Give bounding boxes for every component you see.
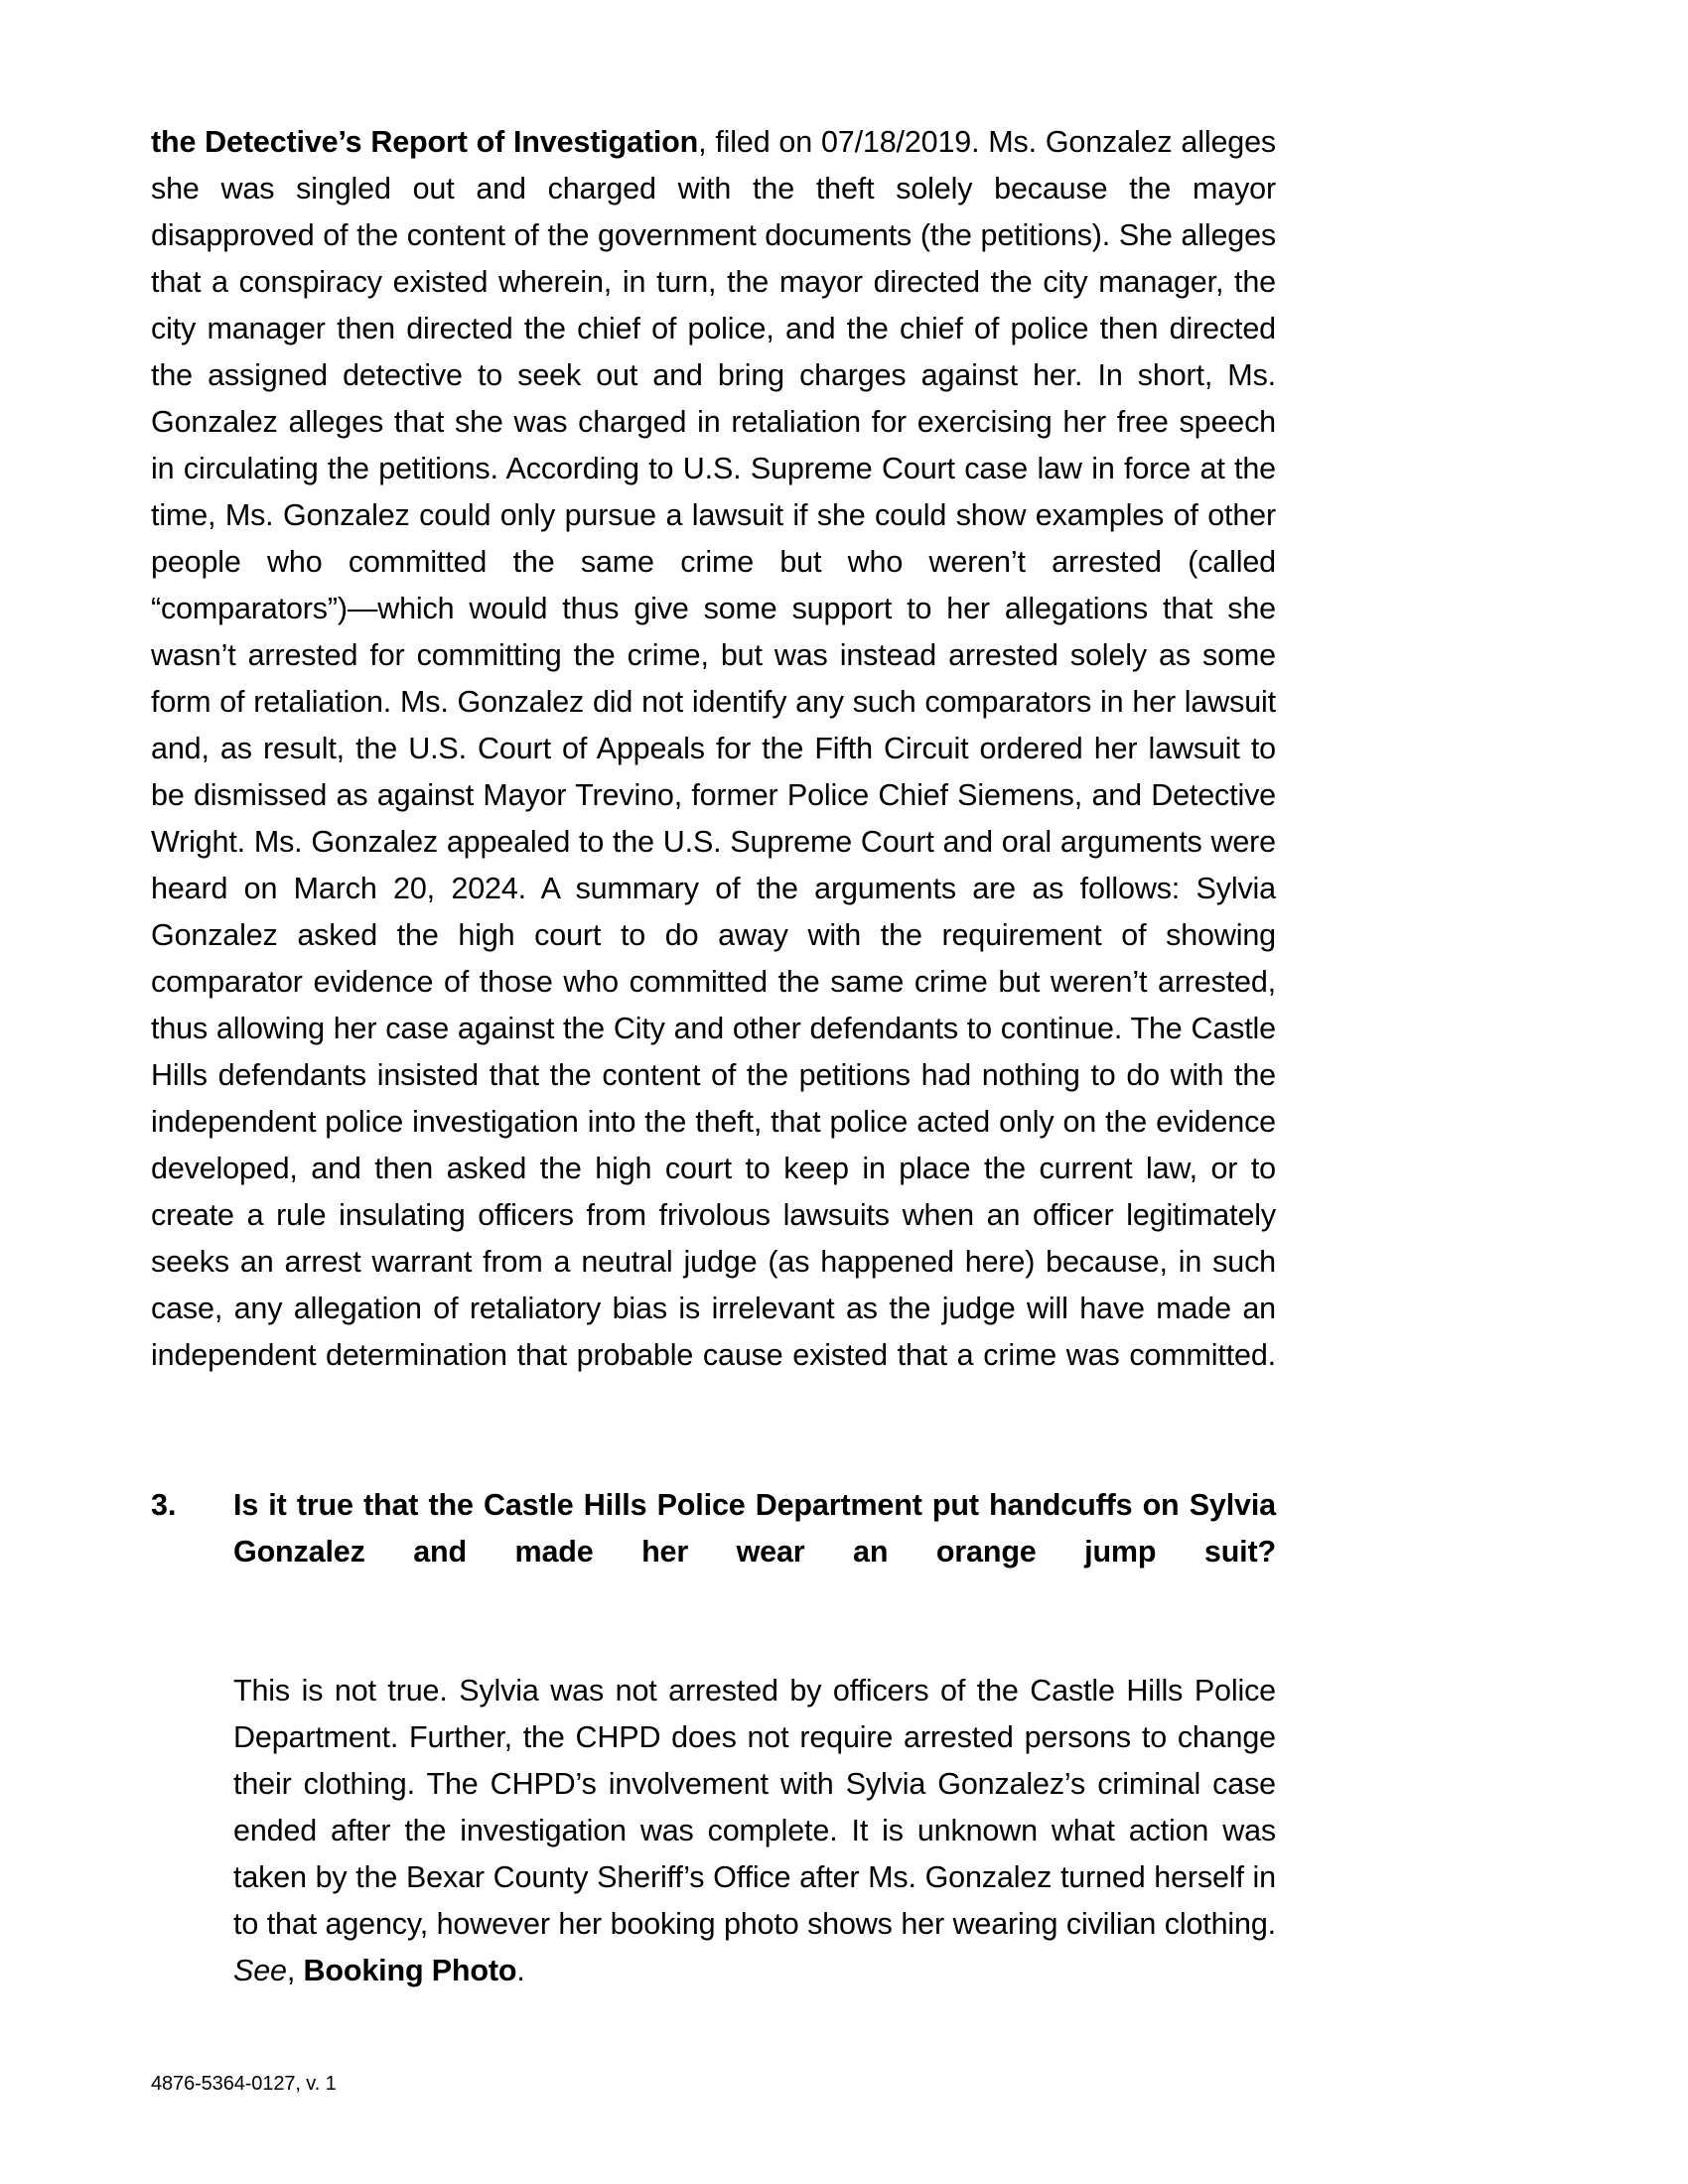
answer-comma: , <box>286 1954 304 1987</box>
answer-paragraph-3 <box>233 1668 1276 1994</box>
see-citation-signal: See <box>233 1954 287 1987</box>
page-content <box>151 119 1276 2025</box>
exhibit-reference-bold: the Detective’s Report of Investigation <box>151 125 699 159</box>
answer-text: This is not true. Sylvia was not arrested by officers of the Castle Hills Police Department. Further, the CHPD does not require arrested persons to change their clothing. The CHPD’s involvement with Sylvia Gonzalez’s criminal case ended after the investigation was complete. It is unknown what action was taken by the Bexar County Sheriff’s Office after Ms. Gonzalez turned herself in to that agency, however her booking photo shows her wearing civilian clothing. <box>233 1674 1276 1941</box>
question-number: 3. <box>151 1488 177 1522</box>
body-paragraph-text: , filed on 07/18/2019. Ms. Gonzalez alleges she was singled out and charged with the theft solely because the mayor disapproved of the content of the government documents (the petitions). She alleges that a conspiracy existed wherein, in turn, the mayor directed the city manager, the city manager then directed the chief of police, and the chief of police then directed the assigned detective to seek out and bring charges against her. In short, Ms. Gonzalez alleges that she was charged in retaliation for exercising her free speech in circulating the petitions. According to U.S. Supreme Court case law in force at the time, Ms. Gonzalez could only pursue a lawsuit if she could show examples of other people who committed the same crime but who weren’t arrested (called “comparators”)—which would thus give some support to her allegations that she wasn’t arrested for committing the crime, but was instead arrested solely as some form of retaliation. Ms. Gonzalez did not identify any such comparators in her lawsuit and, as result, the U.S. Court of Appeals for the Fifth Circuit ordered her lawsuit to be dismissed as against Mayor Trevino, former Police Chief Siemens, and Detective Wright. Ms. Gonzalez appealed to the U.S. Supreme Court and oral arguments were heard on March 20, 2024. A summary of the arguments are as follows: Sylvia Gonzalez asked the high court to do away with the requirement of showing comparator evidence of those who committed the same crime but weren’t arrested, thus allowing her case against the City and other defendants to continue. The Castle Hills defendants insisted that the content of the petitions had nothing to do with the independent police investigation into the theft, that police acted only on the evidence developed, and then asked the high court to keep in place the current law, or to create a rule insulating officers from frivolous lawsuits when an officer legitimately seeks an arrest warrant from a neutral judge (as happened here) because, in such case, any allegation of retaliatory bias is irrelevant as the judge will have made an independent determination that probable cause existed that a crime was committed. <box>151 125 1276 1372</box>
answer-period: . <box>516 1954 525 1987</box>
continued-body-paragraph <box>151 119 1276 1426</box>
question-text: Is it true that the Castle Hills Police Department put handcuffs on Sylvia Gonzalez and made her wear an orange jump suit? <box>233 1488 1276 1569</box>
booking-photo-exhibit-reference: Booking Photo <box>303 1954 517 1987</box>
numbered-question-3 <box>151 1482 1276 1622</box>
footer-document-id: 4876-5364-0127, v. 1 <box>151 2073 337 2095</box>
